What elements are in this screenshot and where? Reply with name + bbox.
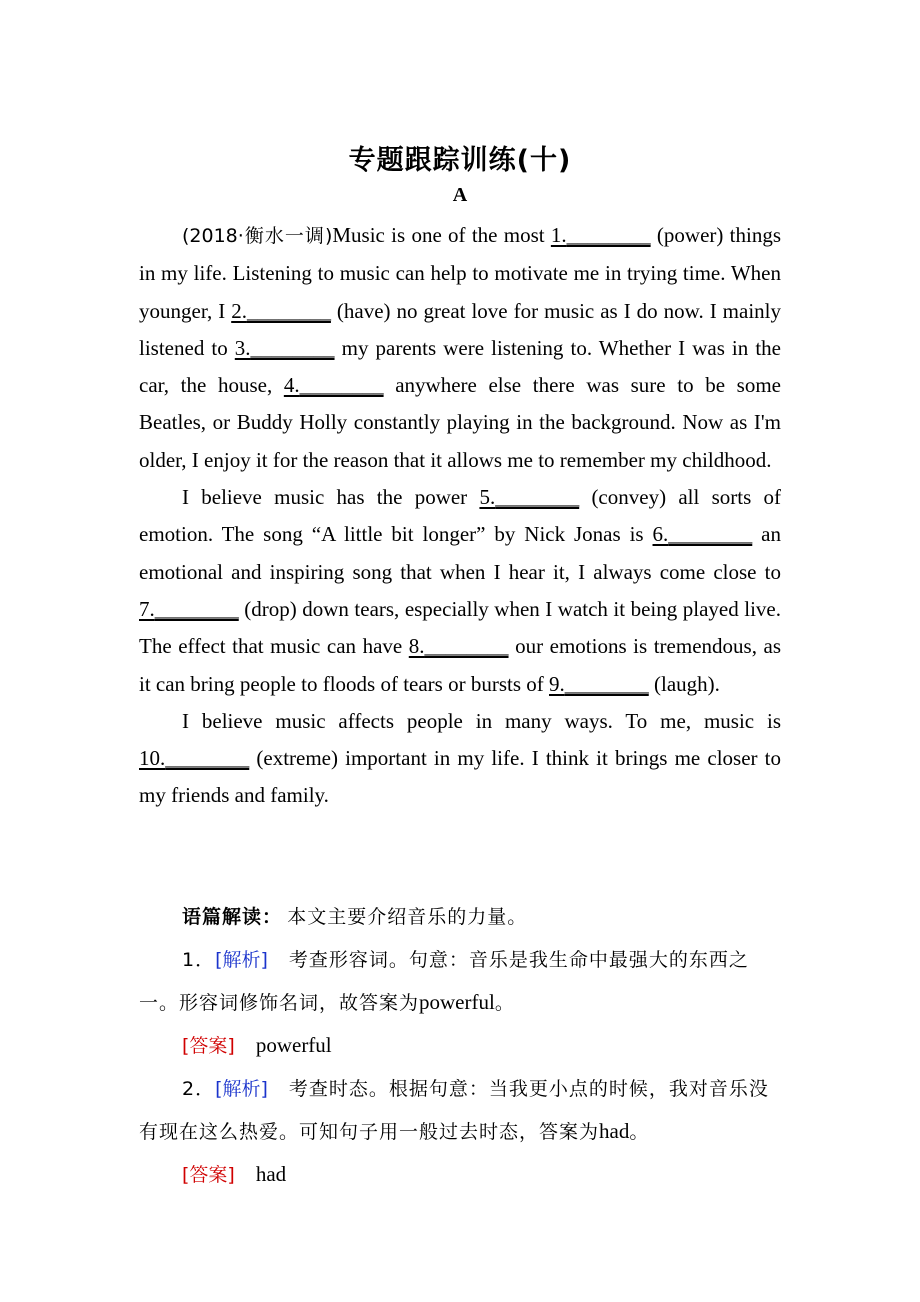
blank-3: 3. ________: [235, 336, 335, 360]
analysis-1: 1．[解析] 考查形容词。句意：音乐是我生命中最强大的东西之一。形容词修饰名词，故答案为powerful。: [139, 949, 749, 1014]
answer-label: [答案]: [182, 1035, 235, 1057]
blank-6: 6. ________: [653, 522, 753, 546]
blank-10: 10. ________: [139, 746, 249, 770]
blank-1: 1. ________: [551, 223, 651, 247]
blank-7: 7. ________: [139, 597, 239, 621]
paragraph-1: (2018·衡水一调)Music is one of the most 1. ________ (power) things in my life. Listening to music can help to motivate me in trying time. When younger, I 2. ________ (have) no great love for music as I do now. I mainly listened to 3. ________ my parents were listening to. Whether I was in the car, the house, 4. ________ anywhere else there was sure to be some Beatles, or Buddy Holly constantly playing in the background. Now as I'm older, I enjoy it for the reason that it allows me to remember my childhood.: [139, 217, 781, 479]
analysis-2: 2．[解析] 考查时态。根据句意：当我更小点的时候，我对音乐没有现在这么热爱。可知句子用一般过去时态，答案为had。: [139, 1078, 769, 1143]
source-note: (2018·衡水一调): [182, 225, 333, 247]
paragraph-3: I believe music affects people in many ways. To me, music is 10. ________ (extreme) important in my life. I think it brings me closer to my friends and family.: [139, 703, 781, 815]
passage: [139, 217, 781, 815]
blank-5: 5. ________: [479, 485, 579, 509]
answer-label: [答案]: [182, 1164, 235, 1186]
passage-summary: [139, 895, 781, 938]
blank-2: 2. ________: [231, 299, 331, 323]
answer-value: had: [255, 1162, 287, 1186]
answer-notes: [139, 895, 781, 1196]
paragraph-2: I believe music has the power 5. ________ (convey) all sorts of emotion. The song “A little bit longer” by Nick Jonas is 6. ________ an emotional and inspiring song that when I hear it, I always come close to 7. ________ (drop) down tears, especially when I watch it being played live. The effect that music can have 8. ________ our emotions is tremendous, as it can bring people to floods of tears or bursts of 9. ________ (laugh).: [139, 479, 781, 703]
section-heading: A: [452, 184, 468, 206]
summary-label: 语篇解读：: [182, 906, 283, 928]
summary-text: 本文主要介绍音乐的力量。: [287, 906, 528, 928]
answer-value: powerful: [255, 1033, 332, 1057]
answer-2: [139, 1153, 781, 1196]
blank-9: 9. ________: [549, 672, 649, 696]
page-title: 专题跟踪训练(十): [348, 145, 572, 176]
answer-1: [139, 1024, 781, 1067]
blank-4: 4. ________: [284, 373, 384, 397]
analysis-label: [解析]: [215, 1078, 268, 1100]
blank-8: 8. ________: [409, 634, 509, 658]
analysis-label: [解析]: [215, 949, 268, 971]
